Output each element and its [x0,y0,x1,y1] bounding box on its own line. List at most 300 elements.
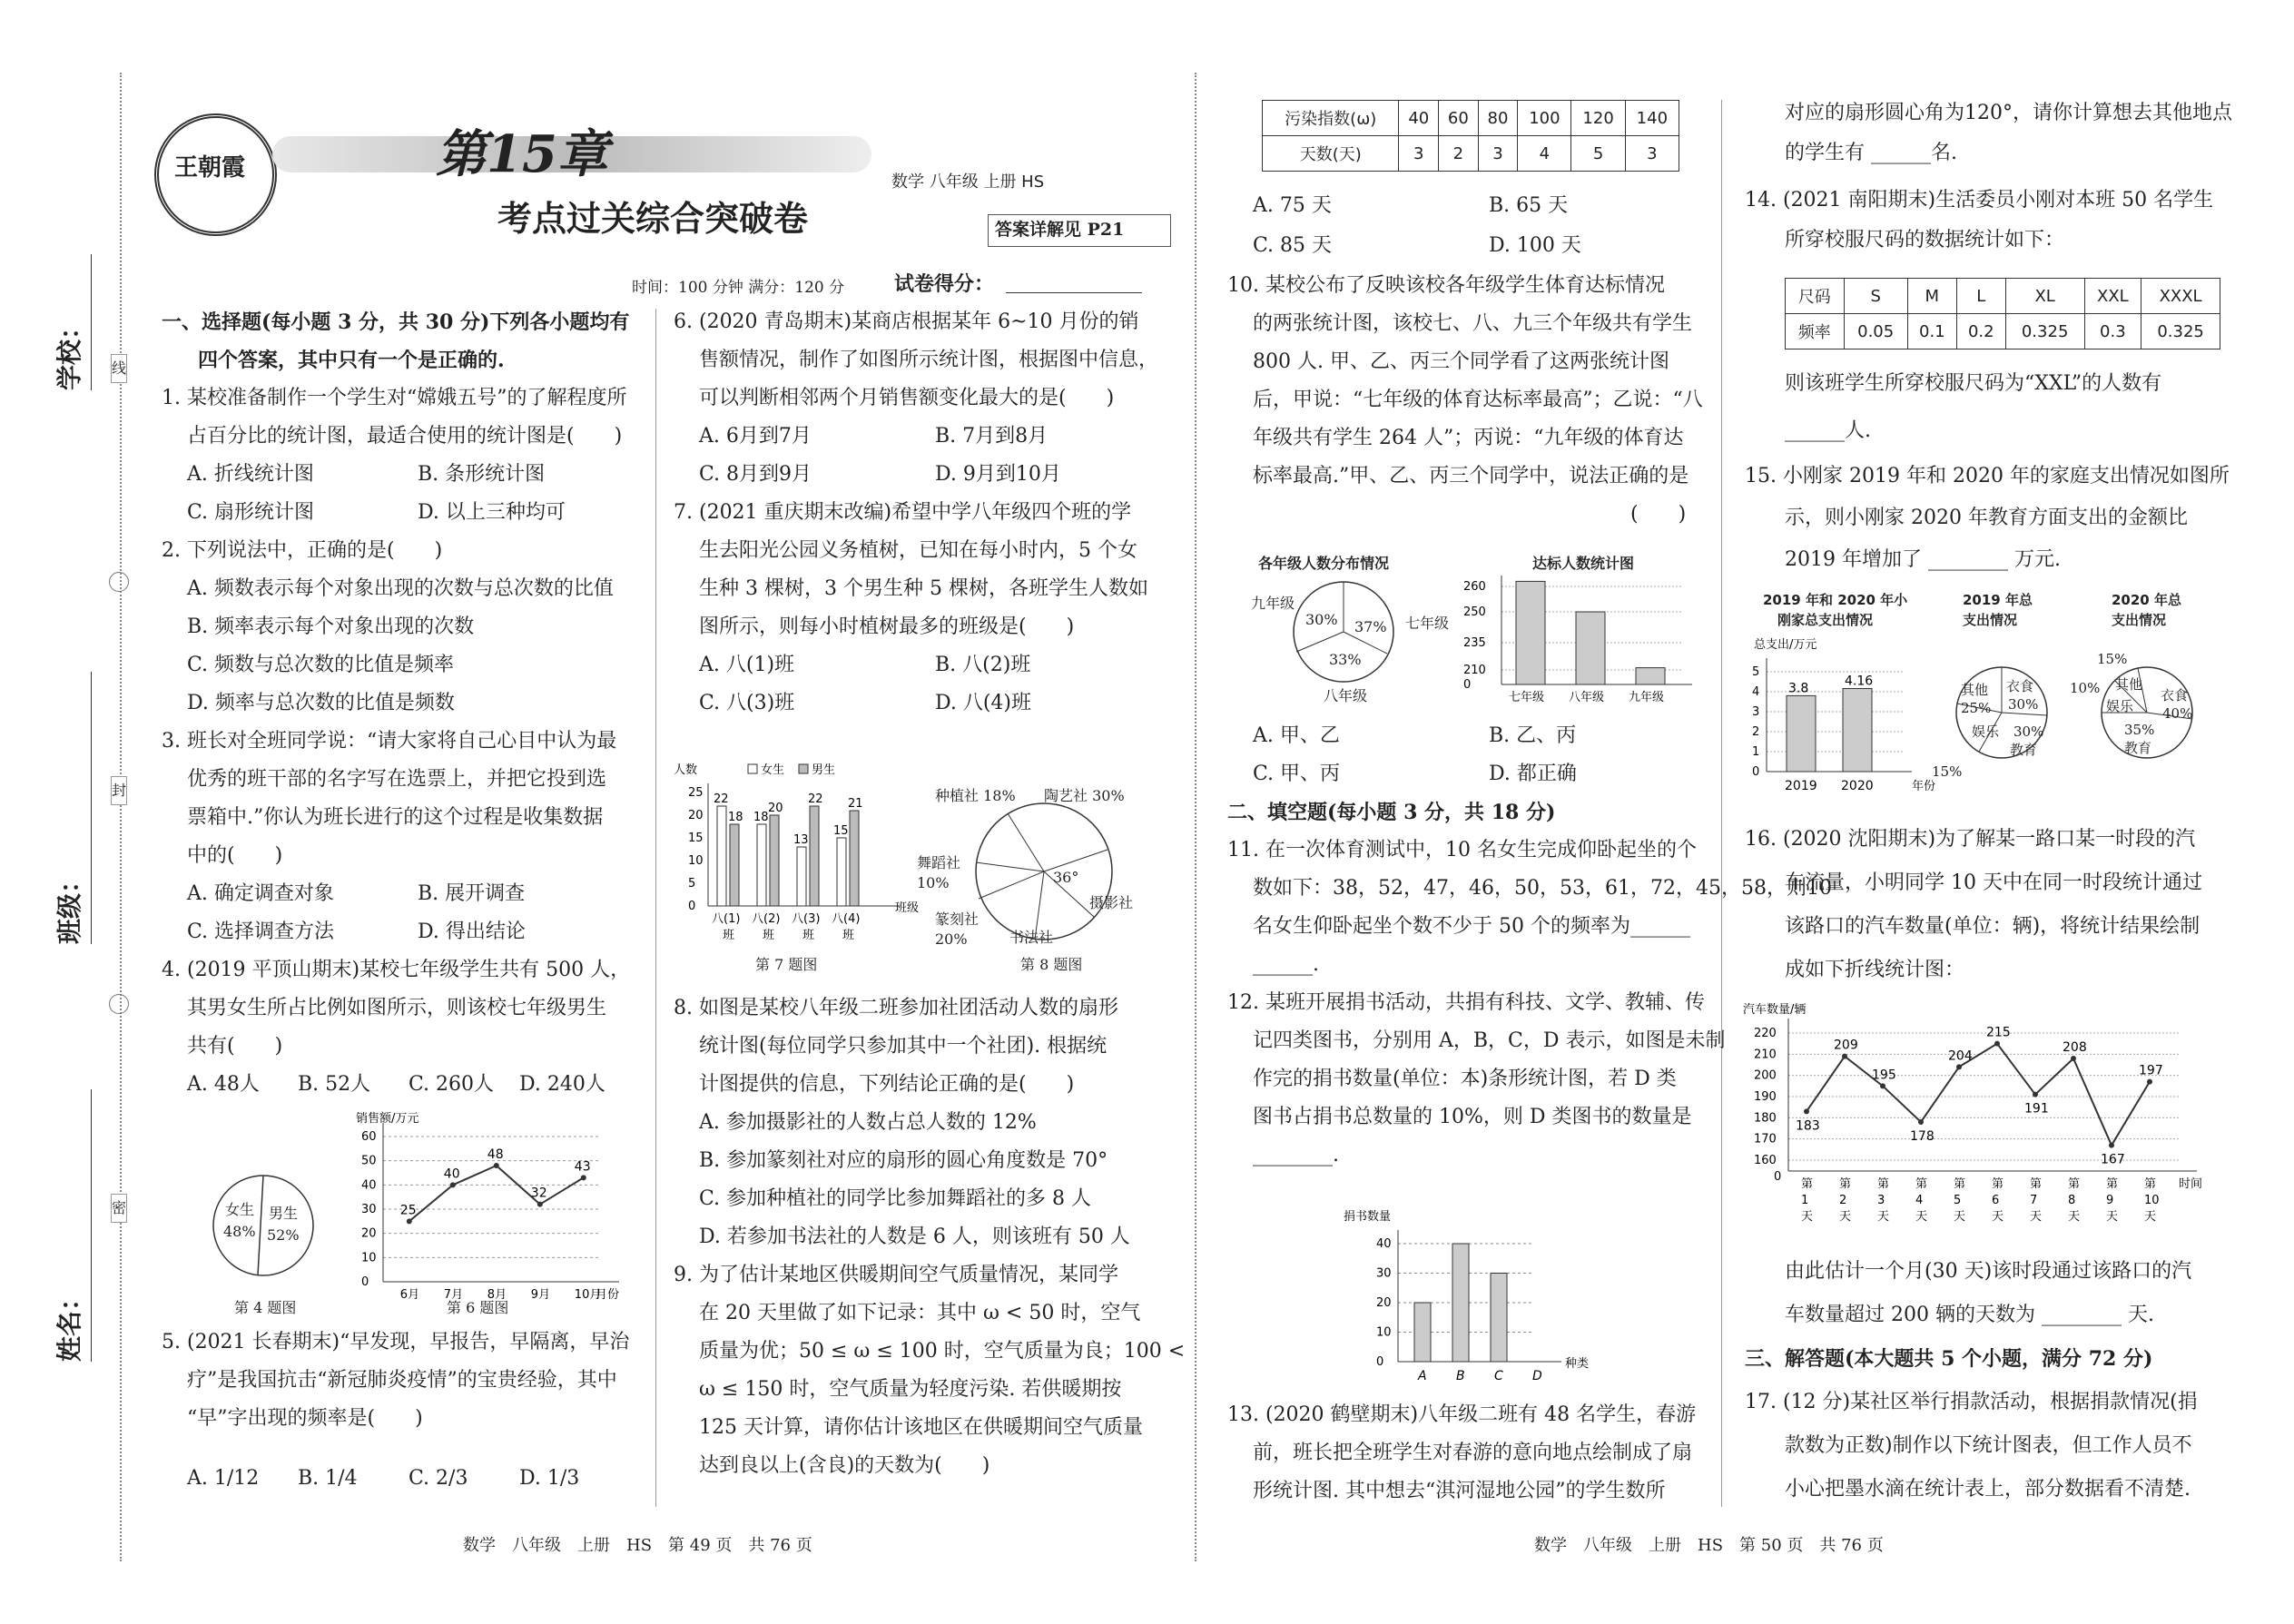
q1-option-a[interactable]: A. 折线统计图 [187,463,314,486]
fig6-caption: 第 6 题图 [447,1299,509,1316]
fig7-xtick-suffix: 班 [842,929,855,942]
table-cell: 3 [1478,136,1518,172]
q8-line-3: 计图提供的信息，下列结论正确的是( ) [699,1073,1075,1096]
fig10b-ytick: 260 [1463,580,1486,594]
fig7-bar-female [757,824,766,906]
table-cell: 0.3 [2084,314,2141,349]
fig7-legend-female: 女生 [761,763,785,777]
fig15-title-1: 2019 年和 2020 年小 [1763,592,1908,608]
q1-option-d[interactable]: D. 以上三种均可 [418,501,566,524]
fig7-bar-female [797,847,806,906]
q11-line-3: 名女生仰卧起坐个数不少于 50 个的频率为______ [1253,915,1690,938]
fig6-ytick: 0 [361,1275,369,1289]
fig16-ytick: 220 [1754,1027,1777,1040]
seal-dense-mark: 密 [111,1194,127,1223]
q6-line-1: 6. (2020 青岛期末)某商店根据某年 6~10 月份的销 [674,310,1139,333]
q3-line-4: 中的( ) [187,844,283,867]
q10-option-b[interactable]: B. 乙、丙 [1489,724,1577,747]
fig10b-xtick: 七年级 [1509,691,1545,704]
table-cell: 频率 [1786,314,1845,349]
q2-option-a[interactable]: A. 频数表示每个对象出现的次数与总次数的比值 [187,577,614,600]
q16-after-1: 由此估计一个月(30 天)该时段通过该路口的汽 [1785,1260,2192,1283]
fig15-title-3: 2020 年总 [2112,592,2181,608]
q3-line-1: 3. 班长对全班同学说：“请大家将自己心目中认为最 [162,730,617,753]
fig6-xunit: 月份 [596,1288,620,1302]
fig10a-label-30: 30% [1305,611,1338,628]
seal-line-mark: 线 [111,354,127,383]
fig10b-title: 达标人数统计图 [1532,555,1635,572]
fig15-bar [1843,688,1872,772]
q9-option-d[interactable]: D. 100 天 [1489,234,1581,257]
q13-line-3: 形统计图. 其中想去“淇河湿地公园”的学生数所 [1253,1480,1666,1502]
fig6-data-label: 43 [574,1159,591,1175]
fig6-ytick: 60 [361,1130,377,1144]
table-row [1786,314,2220,349]
fig4-female-pct: 48% [223,1223,256,1240]
q3-line-3: 票箱中.”你认为班长进行的这个过程是收集数据 [187,806,604,829]
fig15-p2-40: 40% [2162,705,2193,722]
fig4-male: 男生 [269,1205,299,1222]
fig7-xunit: 班级 [895,901,920,915]
fig6-ytick: 50 [361,1154,377,1168]
fig8-label-photo: 摄影社 [1089,894,1134,911]
fig15-p1-30b: 30% [2013,723,2044,740]
q9-option-c[interactable]: C. 85 天 [1253,234,1333,257]
fig15-p2-15: 15% [2097,651,2128,667]
q17-line-1: 17. (12 分)某社区举行捐款活动，根据捐款情况(捐 [1745,1391,2198,1413]
q6-option-d[interactable]: D. 9月到10月 [935,463,1061,486]
q16-line-3: 该路口的汽车数量(单位：辆)，将统计结果绘制 [1785,915,2200,938]
q5-option-b[interactable]: B. 1/4 [298,1467,358,1490]
fig12-ytick: 20 [1376,1296,1392,1310]
fig7-xtick-suffix: 班 [763,929,775,942]
fig10b-bar [1516,581,1545,684]
fig7-bar-chart [672,761,920,951]
fig8-label-seal: 篆刻社 [935,910,980,928]
q7-option-d[interactable]: D. 八(4)班 [935,692,1032,714]
q7-option-c[interactable]: C. 八(3)班 [699,692,795,714]
table-cell: 120 [1571,101,1625,136]
fig7-data-label: 21 [848,797,863,811]
table-cell: 0.1 [1907,314,1956,349]
fig8-label-angle: 36° [1053,869,1079,886]
fig8-label-pottery: 陶艺社 30% [1044,787,1125,804]
fig10b-bar [1636,668,1665,684]
answer-ref: 答案详解见 P21 [995,220,1125,240]
fig6-data-label: 25 [399,1203,417,1218]
q9-line-1: 9. 为了估计某地区供暖期间空气质量情况，某同学 [674,1264,1118,1286]
q11-line-2: 数如下：38，52，47，46，50，53，61，72，45，58，则10 [1253,877,1832,900]
q4-line-3: 共有( ) [187,1035,283,1058]
fig16-data-label: 178 [1910,1129,1935,1144]
table-cell: 5 [1571,136,1625,172]
fig15-ytick: 1 [1752,745,1760,759]
q10-option-a[interactable]: A. 甲、乙 [1253,724,1340,747]
table-row [1263,101,1679,136]
q8-option-c[interactable]: C. 参加种植社的同学比参加舞蹈社的多 8 人 [699,1187,1092,1210]
col-divider-1 [655,309,656,1507]
q16-line-1: 16. (2020 沈阳期末)为了解某一路口某一时段的汽 [1745,828,2196,851]
fig15-data-label: 4.16 [1845,674,1874,689]
subject-info: 数学 八年级 上册 HS [891,172,1045,192]
q12-line-2: 记四类图书，分别用 A，B，C，D 表示，如图是未制 [1253,1029,1726,1052]
q7-line-3: 生种 3 棵树，3 个男生种 5 棵树，各班学生人数如 [699,577,1148,600]
fig16-xtick: 8 [2068,1194,2076,1207]
fig7-xtick-suffix: 班 [802,929,815,942]
class-field-line[interactable] [91,672,92,944]
q1-option-b[interactable]: B. 条形统计图 [418,463,546,486]
fig15-p1-15: 15% [1932,763,1963,780]
table-cell: 4 [1518,136,1571,172]
q8-option-b[interactable]: B. 参加篆刻社对应的扇形的圆心角度数是 70° [699,1149,1108,1172]
fig7-bar-male [810,806,819,906]
q10-option-c[interactable]: C. 甲、丙 [1253,763,1341,785]
fig15-p1-food: 衣食 [2006,678,2034,694]
fig16-data-label: 197 [2139,1063,2163,1078]
fig6-ytick: 40 [361,1178,377,1193]
q3-option-a[interactable]: A. 确定调查对象 [187,882,334,905]
fig12-bar [1491,1274,1507,1363]
fig7-bar-female [717,806,726,906]
fig16-point [1880,1083,1885,1088]
q16-line-2: 车流量，小明同学 10 天中在同一时段统计通过 [1785,871,2202,894]
name-label: 姓名： [54,1284,84,1362]
q13-cont-2[interactable]: 的学生有 ______名. [1785,142,1957,164]
fig4-caption: 第 4 题图 [234,1299,297,1316]
fig16-xtick: 5 [1954,1194,1962,1207]
q12-line-5[interactable]: ________. [1253,1144,1339,1166]
fig16-xtick: 天 [1992,1210,2004,1224]
fig7-ylabel: 人数 [674,763,698,777]
q10-line-3: 800 人. 甲、乙、丙三个同学看了这两张统计图 [1253,350,1669,373]
fig15-ytick: 5 [1752,665,1760,679]
binding-hole-1 [109,572,129,592]
class-label: 班级： [54,867,84,944]
fig16-data-label: 195 [1872,1068,1896,1083]
fig10a-label-37: 37% [1354,618,1387,635]
fig16-xtick: 天 [1954,1210,1966,1224]
fig6-ylabel: 销售额/万元 [356,1112,419,1126]
fig12-ylabel: 捐书数量 [1344,1210,1392,1224]
q10-line-4: 后，甲说：“七年级的体育达标率最高”；乙说：“八 [1253,389,1703,411]
fig12-xunit: 种类 [1565,1357,1590,1371]
fig7-xtick: 八(2) [752,912,781,926]
fig6-xtick: 7月 [443,1288,464,1302]
fig7-caption: 第 7 题图 [755,956,818,973]
fig10a-label-g7: 七年级 [1405,615,1450,632]
q9-data-table [1262,100,1679,172]
fig7-bar-male [850,811,859,906]
q4-option-d[interactable]: D. 240人 [519,1073,605,1096]
q17-line-2: 款数为正数)制作以下统计图表，但工作人员不 [1785,1434,2192,1457]
fig16-point [1918,1119,1924,1125]
q15-line-2: 示，则小刚家 2020 年教育方面支出的金额比 [1785,507,2188,529]
q14-after-2[interactable]: ______人. [1785,419,1871,442]
fig15-p1-ent: 娱乐 [1972,723,2000,740]
q5-option-d[interactable]: D. 1/3 [519,1467,580,1490]
q5-line-1: 5. (2021 长春期末)“早发现，早报告，早隔离，早治 [162,1331,630,1353]
fig12-ytick: 30 [1376,1266,1392,1281]
fig7-ytick: 10 [688,854,704,868]
q6-option-a[interactable]: A. 6月到7月 [699,425,812,448]
section2-title: 二、填空题(每小题 3 分，共 18 分) [1227,801,1556,824]
fig12-xtick: C [1494,1369,1503,1383]
fig15-xtick: 2020 [1841,779,1874,793]
q5-option-a[interactable]: A. 1/12 [187,1467,260,1490]
page-footer-right: 数学 八年级 上册 HS 第 50 页 共 76 页 [1534,1536,1884,1555]
fig6-xtick: 10月 [574,1288,602,1302]
fig16-ytick: 160 [1754,1154,1777,1167]
fig15-p2-35: 35% [2124,722,2155,738]
fig15-title-2: 2019 年总 [1963,592,2033,608]
fig16-data-label: 183 [1796,1118,1820,1134]
binding-line [120,73,122,1561]
q2-option-b[interactable]: B. 频率表示每个对象出现的次数 [187,615,475,638]
fig7-legend-male-swatch [799,764,808,773]
table-cell: 80 [1478,101,1518,136]
fig12-ytick: 10 [1376,1325,1392,1340]
q7-line-4: 图所示，则每小时植树最多的班级是( ) [699,615,1075,638]
q10-line-1: 10. 某校公布了反映该校各年级学生体育达标情况 [1227,274,1665,297]
fig16-xtick: 3 [1877,1194,1885,1207]
school-label: 学校： [54,313,84,390]
q4-line-1: 4. (2019 平顶山期末)某校七年级学生共有 500 人， [162,959,631,981]
fig15-p2-edu: 教育 [2124,740,2152,756]
fig15-xunit: 年份 [1912,780,1936,793]
fig10b-ytick: 0 [1463,678,1472,692]
fig6-data-label: 48 [487,1147,504,1162]
score-label: 试卷得分： [894,272,995,296]
q12-line-4: 图书占捐书总数量的 10%，则 D 类图书的数量是 [1253,1106,1692,1128]
q5-option-c[interactable]: C. 2/3 [409,1467,468,1490]
q4-option-c[interactable]: C. 260人 [409,1073,495,1096]
q16-after-2[interactable]: 车数量超过 200 辆的天数为 ________ 天. [1785,1304,2154,1326]
fig15-data-label: 3.8 [1788,681,1809,696]
q14-line-1: 14. (2021 南阳期末)生活委员小刚对本班 50 名学生 [1745,189,2214,212]
fig16-data-label: 209 [1834,1038,1858,1053]
fig6-ytick: 10 [361,1251,377,1265]
fig15-p2-10: 10% [2070,680,2101,696]
q2-option-d[interactable]: D. 频率与总次数的比值是频数 [187,692,455,714]
q10-option-d[interactable]: D. 都正确 [1489,763,1577,785]
fig12-xtick: A [1418,1369,1427,1383]
name-field-line[interactable] [91,1089,92,1362]
q1-line-1: 1. 某校准备制作一个学生对“嫦娥五号”的了解程度所 [162,387,627,409]
fig7-data-label: 13 [793,833,809,847]
q12-line-3: 作完的捐书数量(单位：本)条形统计图，若 D 类 [1253,1068,1677,1090]
fig10b-bar [1576,612,1605,684]
fig6-point [407,1218,412,1224]
fig16-point [2147,1079,2152,1085]
fig15-ytick: 4 [1752,685,1760,699]
logo-text: 王朝霞 [174,154,246,182]
fig6-data-label: 40 [443,1166,460,1182]
section1-title-2: 四个答案，其中只有一个是正确的. [198,349,505,372]
fig15-p1-other: 其他 [1961,682,1989,698]
fig16-series-line [1807,1044,2150,1146]
fig16-data-label: 208 [2063,1040,2087,1055]
fig6-xtick: 9月 [530,1288,551,1302]
fig10b-bar-chart [1462,572,1716,708]
q14-line-2: 所穿校服尺码的数据统计如下： [1785,229,2065,251]
fig10b-ytick: 210 [1463,664,1486,677]
fig6-series-line [409,1166,584,1221]
fig7-data-label: 20 [768,802,783,815]
fig16-xtick: 第 [1915,1177,1928,1191]
fig10b-ytick: 235 [1463,636,1486,650]
table-cell: XL [2005,279,2084,314]
fig8-caption: 第 8 题图 [1020,956,1083,973]
fig16-ytick: 0 [1774,1170,1782,1184]
fig16-xtick: 第 [2106,1177,2119,1191]
seal-seal-mark: 封 [111,776,127,805]
fig16-ytick: 200 [1754,1068,1777,1083]
table-cell: 0.2 [1956,314,2005,349]
fig16-ytick: 180 [1754,1111,1777,1126]
fig16-point [1842,1054,1847,1059]
fig15-p2-ent: 娱乐 [2106,698,2134,714]
fig12-xtick: B [1456,1369,1465,1383]
fig4-female: 女生 [225,1201,255,1218]
fig6-data-label: 32 [530,1186,547,1201]
table-cell: XXL [2084,279,2141,314]
q9-option-a[interactable]: A. 75 天 [1253,194,1332,217]
q11-line-4[interactable]: ______. [1253,953,1319,976]
fig16-xtick: 4 [1915,1194,1924,1207]
fig16-xtick: 天 [1915,1210,1928,1224]
fig16-xtick: 天 [1839,1210,1852,1224]
page-fold [1195,73,1196,1561]
fig16-xunit: 时间 [2179,1177,2203,1191]
fig16-xtick: 7 [2030,1194,2038,1207]
q8-line-2: 统计图(每位同学只参加其中一个社团). 根据统 [699,1035,1108,1058]
fig7-data-label: 22 [714,792,729,806]
fig6-xtick: 6月 [399,1288,420,1302]
q1-line-2: 占百分比的统计图，最适合使用的统计图是( ) [187,425,623,448]
binding-hole-2 [109,994,129,1014]
q4-option-a[interactable]: A. 48人 [187,1073,260,1096]
fig7-legend-female-swatch [748,764,757,773]
table-cell: S [1844,279,1907,314]
q7-option-b[interactable]: B. 八(2)班 [935,654,1031,676]
table-cell: 天数(天) [1263,136,1399,172]
q15-line-3[interactable]: 2019 年增加了 ________ 万元. [1785,548,2061,571]
section1-title: 一、选择题(每小题 3 分，共 30 分)下列各小题均有 [162,310,630,334]
fig15-p2-other: 其他 [2115,676,2143,693]
q6-option-c[interactable]: C. 8月到9月 [699,463,812,486]
table-cell: 0.325 [2141,314,2220,349]
q9-line-3: 质量为优；50 ≤ ω ≤ 100 时，空气质量为良；100 < [699,1340,1186,1363]
fig15-title-3b: 支出情况 [2112,612,2167,628]
fig16-xtick: 第 [1839,1177,1852,1191]
fig16-xtick: 1 [1801,1194,1809,1207]
time-score: 时间：100 分钟 满分：120 分 [632,279,845,297]
q1-option-c[interactable]: C. 扇形统计图 [187,501,315,524]
chapter-title: 第15章 [436,124,608,184]
fig7-data-label: 22 [808,792,823,806]
score-field[interactable] [1006,292,1142,293]
table-cell: 140 [1625,101,1679,136]
q8-line-1: 8. 如图是某校八年级二班参加社团活动人数的扇形 [674,997,1118,1019]
fig15-ytick: 3 [1752,705,1760,719]
q10-line-5: 年级共有学生 264 人”；丙说：“九年级的体育达 [1253,427,1684,449]
q8-option-a[interactable]: A. 参加摄影社的人数占总人数的 12% [699,1111,1037,1134]
q13-line-1: 13. (2020 鹤壁期末)八年级二班有 48 名学生，春游 [1227,1403,1697,1426]
fig16-xtick: 天 [1877,1210,1890,1224]
q3-option-c[interactable]: C. 选择调查方法 [187,920,335,943]
q10-line-2: 的两张统计图，该校七、八、九三个年级共有学生 [1253,312,1693,335]
fig15-bar-chart [1736,635,1936,808]
q7-line-2: 生去阳光公园义务植树，已知在每小时内，5 个女 [699,539,1137,562]
fig12-xtick: D [1532,1369,1542,1383]
q13-cont-1: 对应的扇形圆心角为120°，请你计算想去其他地点 [1785,102,2232,124]
fig7-xtick: 八(1) [712,912,741,926]
fig10b-ytick: 250 [1463,605,1486,619]
fig8-label-dance: 舞蹈社 [917,854,961,871]
q14-data-table [1785,278,2220,349]
q3-option-b[interactable]: B. 展开调查 [418,882,526,905]
fig10b-xtick: 八年级 [1569,691,1605,704]
fig16-ylabel: 汽车数量/辆 [1743,1003,1807,1017]
col-divider-3 [1721,100,1722,1507]
fig8-label-planting: 种植社 18% [935,787,1016,804]
fig15-p1-30a: 30% [2008,696,2039,713]
q8-option-d[interactable]: D. 若参加书法社的人数是 6 人，则该班有 50 人 [699,1225,1130,1248]
fig15-p1-edu: 教育 [2010,742,2038,758]
q9-line-6: 达到良以上(含良)的天数为( ) [699,1454,990,1477]
fig16-line-chart [1743,1000,2233,1245]
q9-option-b[interactable]: B. 65 天 [1489,194,1569,217]
fig15-bar [1787,695,1816,772]
q9-line-4: ω ≤ 150 时，空气质量为轻度污染. 若供暖期按 [699,1378,1122,1401]
fig15-ytick: 2 [1752,725,1760,739]
table-cell: 100 [1518,101,1571,136]
fig12-ytick: 40 [1376,1237,1392,1251]
fig16-xtick: 6 [1992,1194,2000,1207]
fig16-point [2109,1143,2114,1148]
fig16-ytick: 190 [1754,1090,1777,1104]
fig16-xtick: 2 [1839,1194,1847,1207]
q5-line-3: “早”字出现的频率是( ) [187,1407,423,1430]
fig16-xtick: 天 [2144,1210,2157,1224]
table-cell: XXXL [2141,279,2220,314]
q2-option-c[interactable]: C. 频数与总次数的比值是频率 [187,654,455,676]
q4-option-b[interactable]: B. 52人 [298,1073,371,1096]
fig16-point [1956,1064,1962,1069]
table-cell: 40 [1399,101,1439,136]
fig16-point [1804,1108,1809,1114]
page-footer-left: 数学 八年级 上册 HS 第 49 页 共 76 页 [463,1536,812,1555]
q7-option-a[interactable]: A. 八(1)班 [699,654,795,676]
fig16-xtick: 第 [2068,1177,2081,1191]
fig16-point [1994,1041,2000,1047]
table-cell: 0.325 [2005,314,2084,349]
fig7-data-label: 15 [833,824,849,838]
fig8-label-dance-pct: 10% [917,874,950,891]
fig16-data-label: 204 [1948,1048,1973,1064]
q6-option-b[interactable]: B. 7月到8月 [935,425,1049,448]
q6-line-2: 售额情况，制作了如图所示统计图，根据图中信息， [699,349,1159,371]
q3-option-d[interactable]: D. 得出结论 [418,920,526,943]
table-row [1263,136,1679,172]
school-field-line[interactable] [91,254,92,390]
fig7-legend-male: 男生 [812,763,836,777]
table-cell: 2 [1439,136,1479,172]
q5-line-2: 疗”是我国抗击“新冠肺炎疫情”的宝贵经验，其中 [187,1369,617,1392]
fig15-title-1b: 刚家总支出情况 [1777,612,1874,628]
fig15-p1-25: 25% [1961,700,1992,716]
fig7-bar-male [730,824,739,906]
